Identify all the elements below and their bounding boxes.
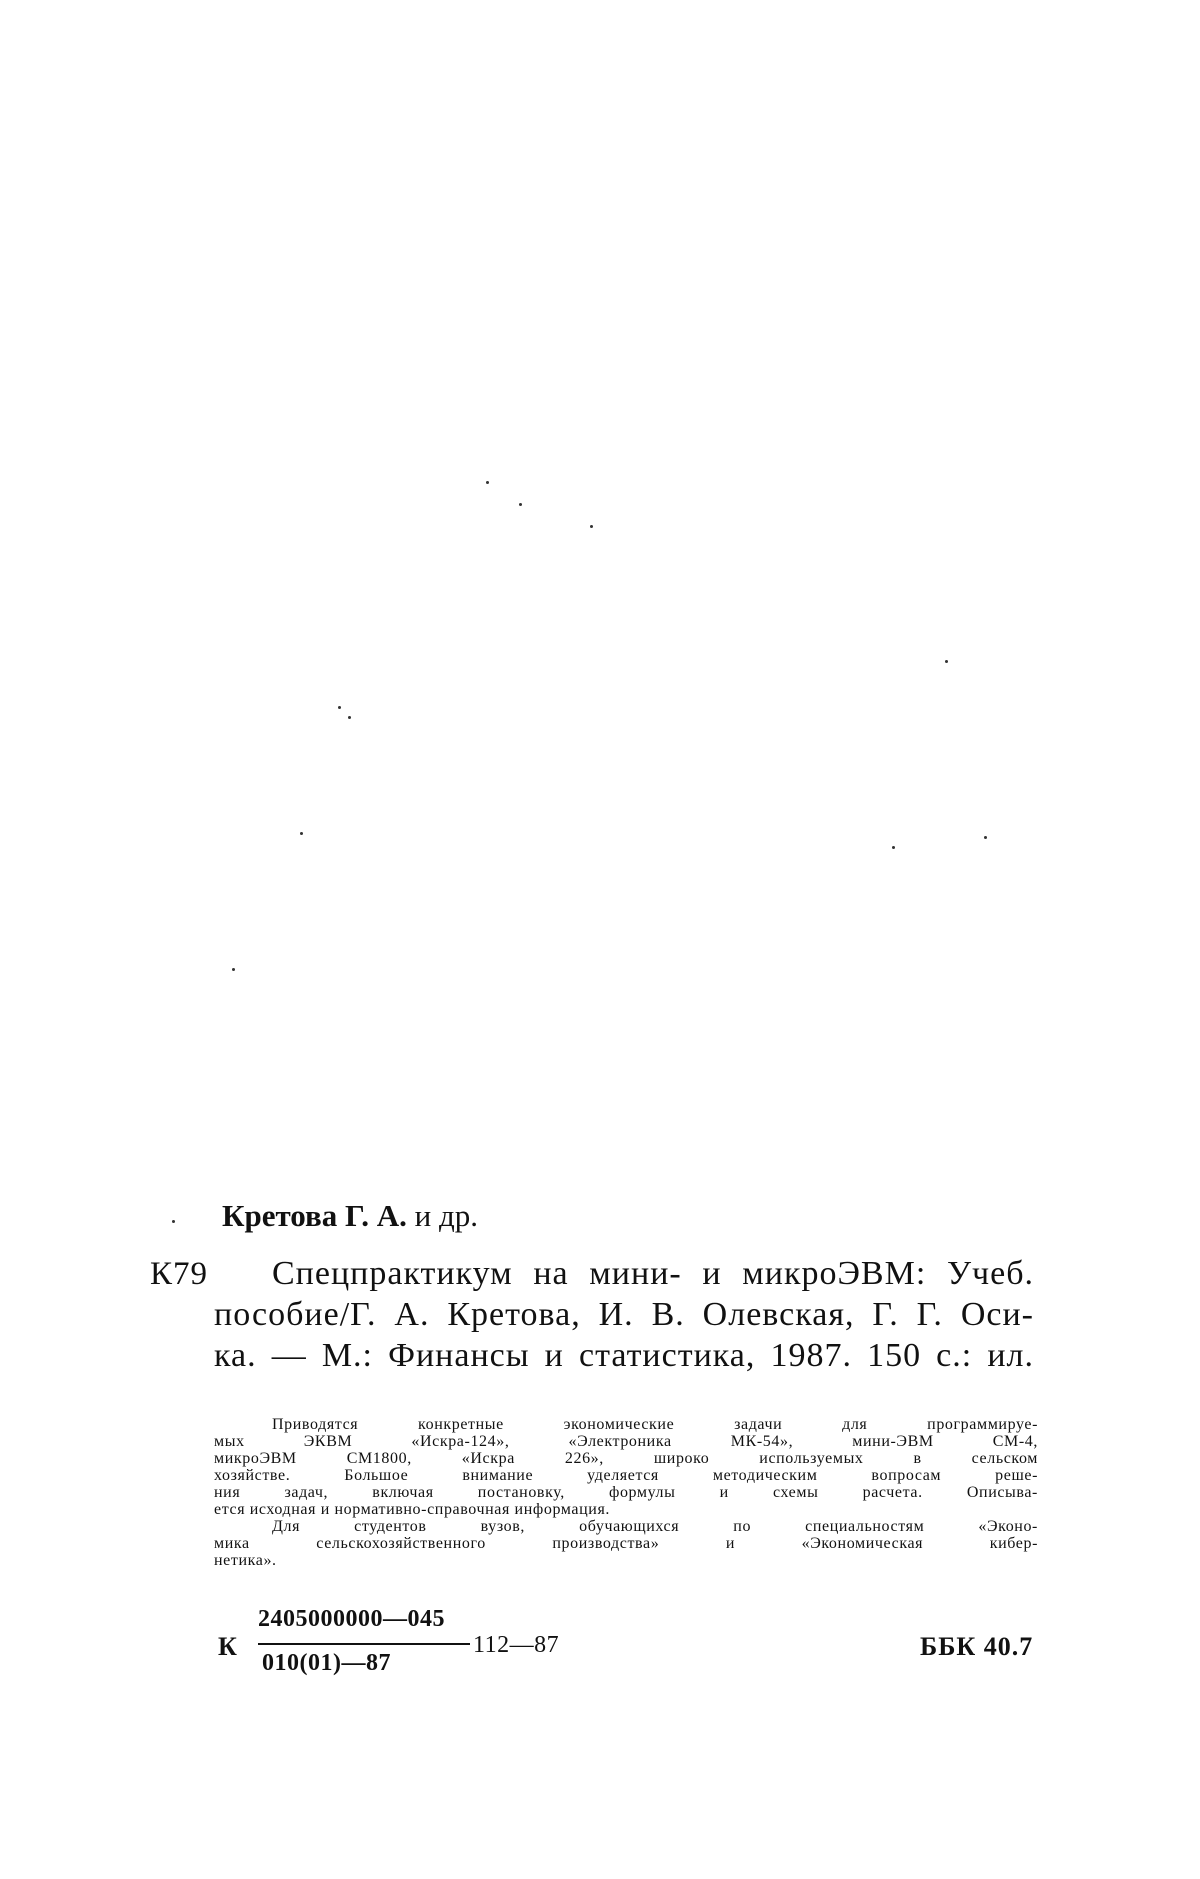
audience-line: нетика». (214, 1552, 277, 1569)
catalog-letter: К (218, 1632, 237, 1661)
abstract-line: хозяйстве. Большое внимание уделяется методическим вопросам реше- (214, 1467, 1038, 1484)
bbk-index: ББК 40.7 (920, 1632, 1034, 1661)
scan-speck (300, 832, 303, 835)
catalog-numerator: 2405000000—045 (258, 1606, 445, 1632)
scan-speck (338, 706, 341, 709)
scan-speck (232, 968, 235, 971)
scan-speck (172, 1220, 175, 1223)
scan-speck (486, 481, 489, 484)
description-line-1: Спецпрактикум на мини- и микроЭВМ: Учеб. (272, 1255, 1034, 1292)
catalog-denominator: 010(01)—87 (262, 1650, 391, 1676)
abstract-line: ется исходная и нормативно-справочная информация. (214, 1501, 611, 1518)
scan-speck (348, 716, 351, 719)
scan-speck (519, 503, 522, 506)
audience-line: Для студентов вузов, обучающихся по специальностям «Эконо- (272, 1518, 1038, 1535)
scan-speck (590, 525, 593, 528)
scan-speck (892, 846, 895, 849)
description-line-3: ка. — М.: Финансы и статистика, 1987. 150 с.: ил. (214, 1337, 1034, 1374)
abstract-line: мых ЭКВМ «Искра-124», «Электроника МК-54», мини-ЭВМ СМ-4, (214, 1433, 1038, 1450)
scan-speck (984, 836, 987, 839)
description-line-2: пособие/Г. А. Кретова, И. В. Олевская, Г. Г. Оси- (214, 1296, 1034, 1333)
author-suffix: и др. (414, 1198, 479, 1233)
author-heading (222, 1198, 478, 1234)
abstract-line: Приводятся конкретные экономические задачи для программируе- (272, 1416, 1038, 1433)
fraction-line (258, 1643, 470, 1645)
catalog-suffix: 112—87 (473, 1632, 560, 1658)
abstract-line: ния задач, включая постановку, формулы и схемы расчета. Описыва- (214, 1484, 1038, 1501)
abstract-line: микроЭВМ СМ1800, «Искра 226», широко используемых в сельском (214, 1450, 1038, 1467)
author-name: Кретова Г. А. (222, 1198, 407, 1233)
audience-line: мика сельскохозяйственного производства» и «Экономическая кибер- (214, 1535, 1038, 1552)
scan-speck (945, 660, 948, 663)
classification-code: К79 (150, 1256, 209, 1292)
